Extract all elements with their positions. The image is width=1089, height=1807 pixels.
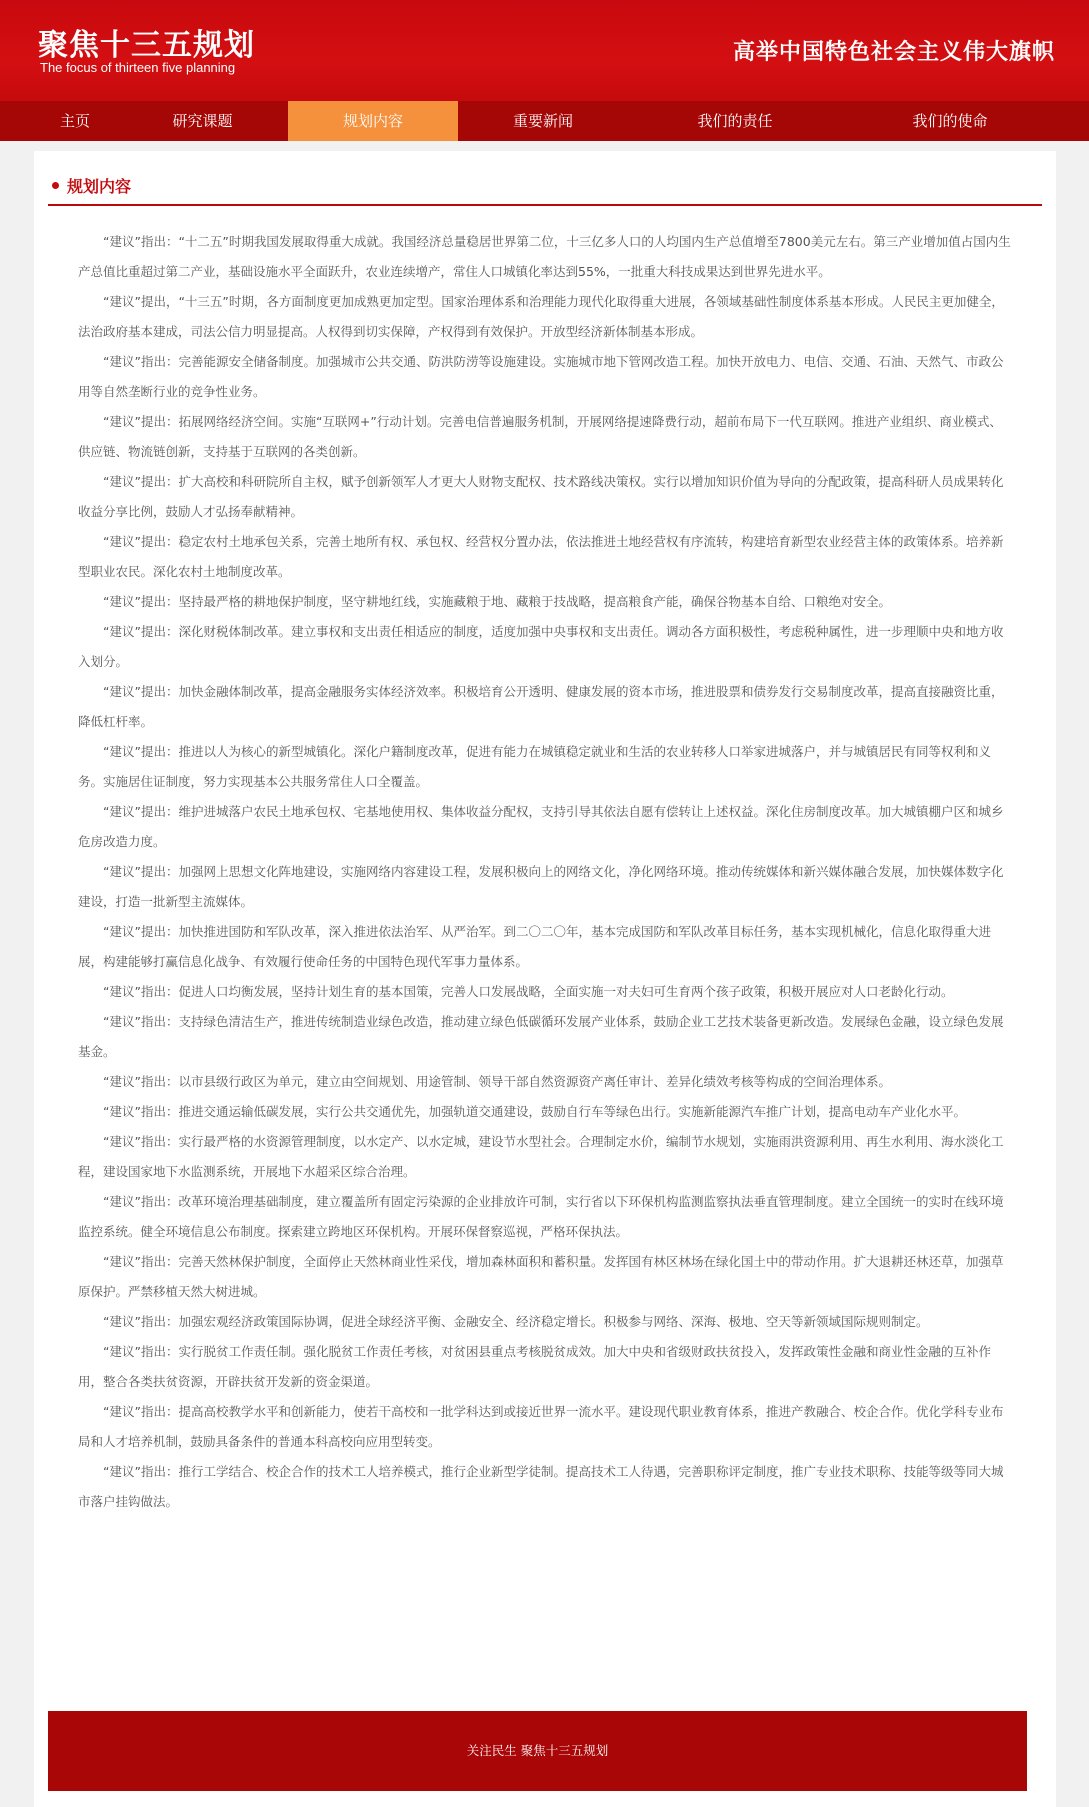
- article-paragraph: “建议”指出：加强宏观经济政策国际协调，促进全球经济平衡、金融安全、经济稳定增长。积极参与网络、深海、极地、空天等新领域国际规则制定。: [103, 1314, 929, 1329]
- bullet-dot-icon: [52, 182, 59, 189]
- article-paragraph: “建议”提出：深化财税体制改革。建立事权和支出责任相适应的制度，适度加强中央事权和支出责任。调动各方面积极性，考虑税种属性，进一步理顺中央和地方收入划分。: [78, 624, 1004, 669]
- article-paragraph: “建议”提出：加强网上思想文化阵地建设，实施网络内容建设工程，发展积极向上的网络文化，净化网络环境。推动传统媒体和新兴媒体融合发展，加快媒体数字化建设，打造一批新型主流媒体。: [78, 864, 1004, 909]
- article-paragraph: “建议”指出：以市县级行政区为单元，建立由空间规划、用途管制、领导干部自然资源资产离任审计、差异化绩效考核等构成的空间治理体系。: [103, 1074, 891, 1089]
- section-title: 规划内容: [67, 176, 132, 196]
- article-paragraph: “建议”指出：实行最严格的水资源管理制度，以水定产、以水定城，建设节水型社会。合理制定水价，编制节水规划，实施雨洪资源利用、再生水利用、海水淡化工程，建设国家地下水监测系统，开展地下水超采区综合治理。: [78, 1134, 1004, 1179]
- article-paragraph: “建议”指出：支持绿色清洁生产，推进传统制造业绿色改造，推动建立绿色低碳循环发展产业体系，鼓励企业工艺技术装备更新改造。发展绿色金融，设立绿色发展基金。: [78, 1014, 1004, 1059]
- site-title[interactable]: 聚焦十三五规划: [38, 28, 255, 63]
- main-content: [34, 151, 1056, 1807]
- nav-item-news[interactable]: 重要新闻: [512, 112, 573, 130]
- nav-item-home[interactable]: 主页: [59, 112, 90, 130]
- article-paragraph: “建议”提出：扩大高校和科研院所自主权，赋予创新领军人才更大人财物支配权、技术路线决策权。实行以增加知识价值为导向的分配政策，提高科研人员成果转化收益分享比例，鼓励人才弘扬奉献精神。: [78, 474, 1004, 519]
- article-paragraph: “建议”指出：完善天然林保护制度，全面停止天然林商业性采伐，增加森林面积和蓄积量。发挥国有林区林场在绿化国土中的带动作用。扩大退耕还林还草，加强草原保护。严禁移植天然大树进城。: [78, 1254, 1004, 1299]
- site-footer: [48, 1711, 1027, 1791]
- article-paragraph: “建议”提出，“十三五”时期，各方面制度更加成熟更加定型。国家治理体系和治理能力现代化取得重大进展，各领域基础性制度体系基本形成。人民民主更加健全，法治政府基本建成，司法公信力明显提高。人权得到切实保障，产权得到有效保护。开放型经济新体制基本形成。: [78, 294, 1004, 339]
- main-nav: [0, 101, 1089, 141]
- site-header: [0, 0, 1089, 101]
- site-subtitle: The focus of thirteen five planning: [40, 60, 236, 75]
- article-paragraph: “建议”提出：拓展网络经济空间。实施“互联网+”行动计划。完善电信普遍服务机制，开展网络提速降费行动，超前布局下一代互联网。推进产业组织、商业模式、供应链、物流链创新，支持基于互联网的各类创新。: [78, 414, 1002, 459]
- article-paragraph: “建议”指出：完善能源安全储备制度。加强城市公共交通、防洪防涝等设施建设。实施城市地下管网改造工程。加快开放电力、电信、交通、石油、天然气、市政公用等自然垄断行业的竞争性业务。: [78, 354, 1004, 399]
- nav-item-mission[interactable]: 我们的使命: [912, 112, 988, 130]
- article-paragraph: “建议”指出：提高高校教学水平和创新能力，使若干高校和一批学科达到或接近世界一流水平。建设现代职业教育体系，推进产教融合、校企合作。优化学科专业布局和人才培养机制，鼓励具备条件的普通本科高校向应用型转变。: [78, 1404, 1004, 1449]
- section-header: [48, 173, 131, 197]
- article-paragraph: “建议”提出：维护进城落户农民土地承包权、宅基地使用权、集体收益分配权，支持引导其依法自愿有偿转让上述权益。深化住房制度改革。加大城镇棚户区和城乡危房改造力度。: [78, 804, 1004, 849]
- article-paragraph: “建议”提出：推进以人为核心的新型城镇化。深化户籍制度改革，促进有能力在城镇稳定就业和生活的农业转移人口举家进城落户，并与城镇居民有同等权利和义务。实施居住证制度，努力实现基本公共服务常住人口全覆盖。: [78, 744, 991, 789]
- article-paragraph: “建议”提出：加快金融体制改革，提高金融服务实体经济效率。积极培育公开透明、健康发展的资本市场，推进股票和债券发行交易制度改革，提高直接融资比重，降低杠杆率。: [78, 684, 1004, 729]
- header-slogan: 高举中国特色社会主义伟大旗帜: [732, 39, 1055, 65]
- section-divider: [48, 204, 1042, 206]
- nav-item-plan-content[interactable]: 规划内容: [288, 101, 458, 141]
- article-paragraph: “建议”指出：改革环境治理基础制度，建立覆盖所有固定污染源的企业排放许可制，实行省以下环保机构监测监察执法垂直管理制度。建立全国统一的实时在线环境监控系统。健全环境信息公布制度。探索建立跨地区环保机构。开展环保督察巡视，严格环保执法。: [78, 1194, 1004, 1239]
- article-paragraph: “建议”指出：实行脱贫工作责任制。强化脱贫工作责任考核，对贫困县重点考核脱贫成效。加大中央和省级财政扶贫投入，发挥政策性金融和商业性金融的互补作用，整合各类扶贫资源，开辟扶贫开发新的资金渠道。: [78, 1344, 991, 1389]
- article-paragraph: “建议”提出：加快推进国防和军队改革，深入推进依法治军、从严治军。到二〇二〇年，基本完成国防和军队改革目标任务，基本实现机械化，信息化取得重大进展，构建能够打赢信息化战争、有效履行使命任务的中国特色现代军事力量体系。: [78, 924, 991, 969]
- nav-item-research[interactable]: 研究课题: [172, 112, 233, 130]
- nav-item-responsibility[interactable]: 我们的责任: [697, 112, 773, 130]
- article-paragraph: “建议”指出：“十二五”时期我国发展取得重大成就。我国经济总量稳居世界第二位，十三亿多人口的人均国内生产总值增至7800美元左右。第三产业增加值占国内生产总值比重超过第二产业，基础设施水平全面跃升，农业连续增产，常住人口城镇化率达到55%，一批重大科技成果达到世界先进水平。: [78, 234, 1011, 279]
- article-paragraph: “建议”提出：坚持最严格的耕地保护制度，坚守耕地红线，实施藏粮于地、藏粮于技战略，提高粮食产能，确保谷物基本自给、口粮绝对安全。: [103, 594, 891, 609]
- article-paragraph: “建议”指出：推行工学结合、校企合作的技术工人培养模式，推行企业新型学徒制。提高技术工人待遇，完善职称评定制度，推广专业技术职称、技能等级等同大城市落户挂钩做法。: [78, 1464, 1004, 1509]
- footer-text: 关注民生 聚焦十三五规划: [466, 1743, 609, 1758]
- article-body: [78, 227, 1013, 1517]
- article-paragraph: “建议”指出：推进交通运输低碳发展，实行公共交通优先，加强轨道交通建设，鼓励自行车等绿色出行。实施新能源汽车推广计划，提高电动车产业化水平。: [103, 1104, 966, 1119]
- article-paragraph: “建议”提出：稳定农村土地承包关系，完善土地所有权、承包权、经营权分置办法，依法推进土地经营权有序流转，构建培育新型农业经营主体的政策体系。培养新型职业农民。深化农村土地制度改革。: [78, 534, 1004, 579]
- article-paragraph: “建议”指出：促进人口均衡发展，坚持计划生育的基本国策，完善人口发展战略，全面实施一对夫妇可生育两个孩子政策，积极开展应对人口老龄化行动。: [103, 984, 954, 999]
